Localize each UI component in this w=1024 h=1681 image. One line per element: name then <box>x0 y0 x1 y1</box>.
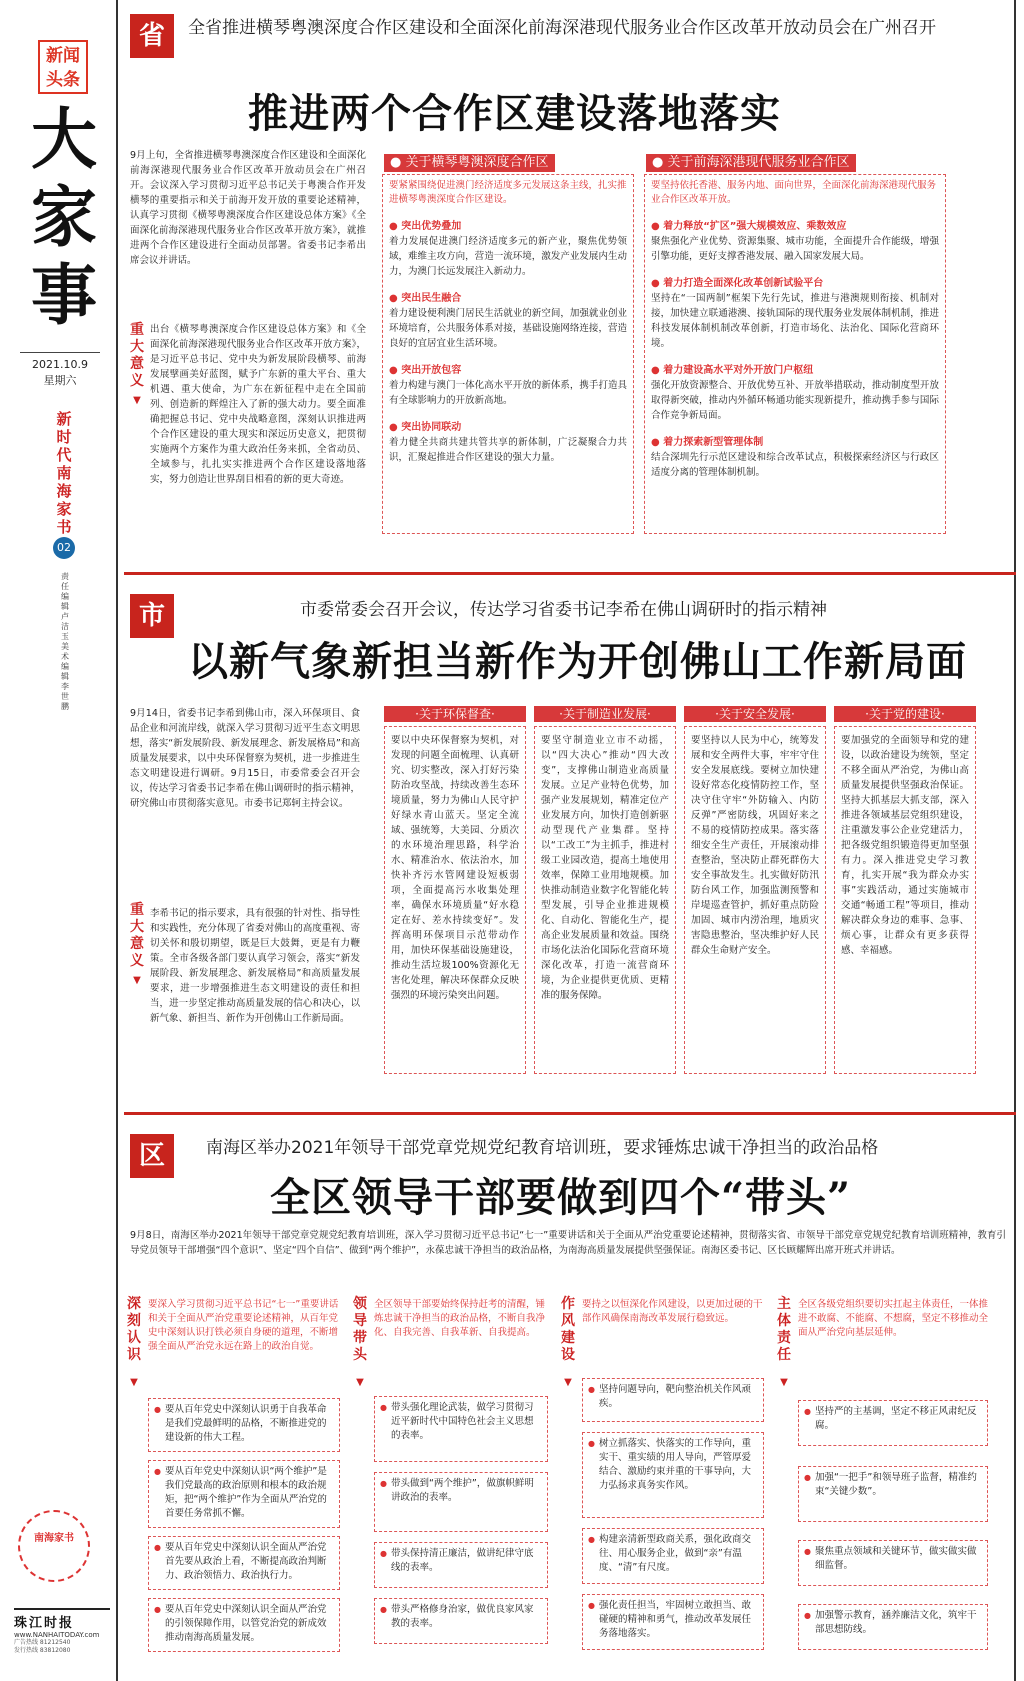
down-arrow-icon: ▼ <box>780 1377 788 1388</box>
news-headline-logo <box>38 40 88 94</box>
section-subtitle: 市委常委会召开会议，传达学习省委书记李希在佛山调研时的指示精神 <box>300 600 827 620</box>
item-title: ● 着力建设高水平对外开放门户枢纽 <box>651 365 814 376</box>
col-party: 要加强党的全面领导和党的建设，以政治建设为统领，坚定不移全面从严治党，为佛山高质量发展提供坚强政治保证。坚持大抓基层大抓支部，深入推进各领域基层党组织建设，注重激发事公企业党建活力，把各级党组织锻造得更加坚强有力。深入推进党史学习教育，扎实开展“我为群众办实事”实践活动，通过实施城市交通“畅通工程”等项目，推动解决群众身边的难事、急事、烦心事，让群众有更多获得感、幸福感。 <box>834 726 976 1074</box>
box-heading-qianhai: ● 关于前海深港现代服务业合作区 <box>646 154 856 172</box>
section-province <box>124 0 1016 575</box>
box-intro: 要坚持依托香港、服务内地、面向世界，全面深化前海深港现代服务业合作区改革开放。 <box>651 180 937 205</box>
section-divider <box>124 572 1016 575</box>
quad-intro: 要深入学习贯彻习近平总书记“七一”重要讲话和关于全面从严治党重要论述精神，从百年党史中深刻认识打铁必须自身硬的道理，不断增强全面从严治党永远在路上的政治自觉。 <box>148 1299 339 1352</box>
item-title: ● 突出民生融合 <box>389 293 462 304</box>
box-hengqin <box>382 174 634 534</box>
body-paragraph: 李希书记的指示要求，具有很强的针对性、指导性和实践性，充分体现了省委对佛山的高度重视、寄切关怀和殷切期望，既是巨大鼓舞，更是有力鞭策。全市各级各部门要认真学习领会，落实“新发展阶段、新发展理念、新发展格局”和高质量发展要求，进一步增强推进生态文明建设的责任和担当，进一步坚定推动高质量发展的信心和决心，以新气象、新担当、新作为开创佛山工作新局面。 <box>150 908 360 1024</box>
quad-item: ● 强化责任担当，牢固树立敢担当、敢碰硬的精神和勇气，推动改革发展任务落地落实。 <box>582 1594 764 1650</box>
quad-intro: 要持之以恒深化作风建设，以更加过硬的干部作风确保南海改革发展行稳致远。 <box>582 1299 763 1324</box>
down-arrow-icon: ▼ <box>133 395 141 406</box>
quad-item: ● 加强“一把手”和领导班子监督，精准约束“关键少数”。 <box>798 1466 988 1522</box>
column-subtitle: 新时代南海家书 <box>56 410 72 536</box>
quad-item: ● 要从百年党史中深刻认识“两个维护”是我们党最高的政治原则和根本的政治规矩，把“两个维护”作为全面从严治党的首要任务常抓不懈。 <box>148 1460 340 1528</box>
quad-item: ● 带头做到“两个维护”，做旗帜鲜明讲政治的表率。 <box>374 1472 548 1532</box>
quad-label: 深刻认识 <box>127 1296 141 1363</box>
col-manufacturing: 要坚守制造业立市不动摇，以“四大决心”推动“四大改变”，支撑佛山制造业高质量发展。立足产业特色优势，加强产业发展规划，精准定位产业发展方向，加快打造创新驱动型现代产业集群。坚持以“工改工”为主抓手，推进村级工业园改造，提高土地使用效率，保障工业用地规模。加快推动制造业数字化智能化转型发展，引导企业推进规模化、自动化、智能化生产，提高企业发展质量和效益。围绕市场化法治化国际化营商环境深化改革，打造一流营商环境，为企业提供更优质、更精准的服务保障。 <box>534 726 676 1074</box>
down-arrow-icon: ▼ <box>356 1377 364 1388</box>
section-city <box>124 580 1016 1110</box>
section-tag-district: 区 <box>130 1134 174 1178</box>
item-text: 强化开放资源整合、开放优势互补、开放举措联动，推动制度型开放取得新突破，推动内外循环畅通功能实现新提升，推动携手参与国际合作竞争新局面。 <box>651 380 939 421</box>
quad-item: ● 要从百年党史中深刻认识勇于自我革命是我们党最鲜明的品格，不断推进党的建设新的伟大工程。 <box>148 1398 340 1452</box>
quad-item: ● 树立抓落实、快落实的工作导向，重实干、重实绩的用人导向，严管厚爱结合、激励约束并重的干事导向，大力弘扬求真务实作风。 <box>582 1432 764 1518</box>
logo-bottom-text: 头条 <box>46 70 80 90</box>
item-title: ● 着力打造全面深化改革创新试验平台 <box>651 278 824 289</box>
paper-name: 珠江时报 <box>14 1616 75 1631</box>
item-title: ● 突出开放包容 <box>389 365 462 376</box>
quad-item: ● 坚持问题导向，靶向整治机关作风顽疾。 <box>582 1378 764 1422</box>
section-tag-province: 省 <box>130 14 174 58</box>
distribution-hotline: 发行热线 83812080 <box>14 1647 71 1654</box>
down-arrow-icon: ▼ <box>133 975 141 986</box>
section-headline: 推进两个合作区建设落地落实 <box>248 90 781 137</box>
quad-item: ● 要从百年党史中深刻认识全面从严治党首先要从政治上看，不断提高政治判断力、政治领悟力、政治执行力。 <box>148 1536 340 1590</box>
lead-paragraph: 9月8日，南海区举办2021年领导干部党章党规党纪教育培训班，深入学习贯彻习近平总书记“七一”重要讲话和关于全面从严治党重要论述精神，贯彻落实省、市领导干部党章党规党纪教育培训班精神，教育引导党员领导干部增强“四个意识”、坚定“四个自信”、做到“两个维护”，永葆忠诚干净担当的政治品格，为南海高质量发展提供坚强保证。南海区委书记、区长顾耀辉出席开班式并讲话。 <box>130 1230 1006 1256</box>
column-title: 大家事 <box>31 100 97 334</box>
item-text: 着力发展促进澳门经济适度多元的新产业，聚焦优势领域，难维主攻方向，营造一流环境，激发产业发展内生动力，为澳门长远发展注入新动力。 <box>389 236 627 277</box>
section-headline: 全区领导干部要做到四个“带头” <box>270 1174 852 1221</box>
staff-credits: 责任编辑 卢洁玉 美术编辑 李世鹏 <box>61 572 69 711</box>
box-heading-text: 关于前海深港现代服务业合作区 <box>667 155 850 170</box>
down-arrow-icon: ▼ <box>130 1377 138 1388</box>
section-divider <box>124 1112 1016 1115</box>
item-text: 坚持在“一国两制”框架下先行先试，推进与港澳规则衔接、机制对接，加快建立联通港澳、接轨国际的现代服务业发展体制机制，推进科技发展体制机制改革创新，打造市场化、法治化、国际化营商环境。 <box>651 293 939 349</box>
section-tag-city: 市 <box>130 594 174 638</box>
col-heading-party: ·关于党的建设· <box>834 706 976 722</box>
body-paragraph: 出台《横琴粤澳深度合作区建设总体方案》和《全面深化前海深港现代服务业合作区改革开放方案》，是习近平总书记、党中央为新发展阶段横琴、前海发展擘画美好蓝图，赋予广东新的重大平台、重大机遇、重大使命，为广东在新征程中走在全国前列、创造新的辉煌注入了新的强大动力。要全面准确把握总书记、党中央战略意图，深刻认识推进两个合作区建设的重大现实和深远历史意义，把贯彻实施两个方案作为重大政治任务来抓，全省动员、全域参与，扎扎实实推进两个合作区建设落地落实，努力创造让世界刮目相看的新的更大奇迹。 <box>150 324 366 485</box>
paper-footer <box>14 1608 110 1655</box>
box-heading-text: 关于横琴粤澳深度合作区 <box>405 155 549 170</box>
item-title: ● 突出协同联动 <box>389 422 462 433</box>
item-text: 着力构建与澳门一体化高水平开放的新体系，携手打造具有全球影响力的开放新高地。 <box>389 380 627 406</box>
section-subtitle: 全省推进横琴粤澳深度合作区建设和全面深化前海深港现代服务业合作区改革开放动员会在广州召开 <box>188 18 936 38</box>
page-number-badge: 02 <box>53 537 75 559</box>
down-arrow-icon: ▼ <box>564 1377 572 1388</box>
paper-site: www.NANHAITODAY.com <box>14 1631 100 1639</box>
quad-intro: 全区各级党组织要切实扛起主体责任，一体推进不敢腐、不能腐、不想腐，坚定不移推动全面从严治党向基层延伸。 <box>798 1299 989 1338</box>
section-district <box>124 1120 1016 1680</box>
side-label-significance: 重大意义 <box>130 322 144 389</box>
item-title: ● 着力释放“扩区”强大规模效应、乘数效应 <box>651 221 847 232</box>
box-qianhai <box>644 174 946 534</box>
col-safety: 要坚持以人民为中心，统筹发展和安全两件大事，牢牢守住安全发展底线。要树立加快建设好常态化疫情防控工作，坚决守住守牢“外防输入、内防反弹”严密防线，巩固好来之不易的疫情防控成果。落实落细安全生产责任，开展滚动排查整治，坚决防止群死群伤大安全事故发生。扎实做好防汛防台风工作，加强监测预警和岸堤巡查管护，抓好重点防险加固、城市内涝治理，地质灾害隐患整治，坚决维护好人民群众生命财产安全。 <box>684 726 826 1074</box>
lead-paragraph: 9月上旬，全省推进横琴粤澳深度合作区建设和全面深化前海深港现代服务业合作区改革开放动员会在广州召开。会议深入学习贯彻习近平总书记关于粤澳合作开发横琴的重要指示和关于前海开发开放的重要论述精神，认真学习贯彻《横琴粤澳深度合作区建设总体方案》《全面深化前海深港现代服务业合作区改革开放方案》，就推进两个合作区建设进行全面动员部署。省委书记李希出席会议并讲话。 <box>130 150 366 266</box>
section-subtitle: 南海区举办2021年领导干部党章党规党纪教育培训班，要求锤炼忠诚干净担当的政治品格 <box>206 1138 879 1158</box>
item-text: 着力建设便利澳门居民生活就业的新空间，加强就业创业环境培育，公共服务体系对接，基础设施网络连接，营造良好的宜居宜业生活环境。 <box>389 308 627 349</box>
side-label-significance: 重大意义 <box>130 902 144 969</box>
quad-label: 主体责任 <box>777 1296 791 1363</box>
col-environment: 要以中央环保督察为契机，对发现的问题全面梳理、认真研究、切实整改，深入打好污染防治攻坚战，持续改善生态环境质量，努力为佛山人民守护好绿水青山蓝天。坚定全流域、强统筹，大美园、分质次的水环境治理思路，科学治水、精准治水、依法治水，加快补齐污水管网建设短板弱项，全面提高污水收集处理率，确保水环境质量“好水稳定在好、差水持续变好”。发挥高明环保项目示范带动作用，加快环保基础设施建设，推动生活垃圾100%资源化无害化处理，解决环保群众反映强烈的环境污染突出问题。 <box>384 726 526 1074</box>
lead-paragraph: 9月14日，省委书记李希到佛山市，深入环保项目、食品企业和河流岸线，就深入学习贯彻习近平生态文明思想，落实“新发展阶段、新发展理念、新发展格局”和高质量发展要求，以中央环保督察为契机，进一步推进生态文明建设进行调研。9月15日，市委常委会召开会议，传达学习省委书记李希在佛山调研时的指示精神，研究佛山市贯彻落实意见。市委书记郑轲主持会议。 <box>130 708 360 809</box>
quad-label: 领导带头 <box>353 1296 367 1363</box>
quad-item: ● 要从百年党史中深刻认识全面从严治党的引领保障作用，以管党治党的新成效推动南海高质量发展。 <box>148 1598 340 1652</box>
item-text: 聚焦强化产业优势、资源集聚、城市功能，全面提升合作能级，增强引擎功能，更好支撑香港发展、融入国家发展大局。 <box>651 236 939 262</box>
col-heading-safety: ·关于安全发展· <box>684 706 826 722</box>
item-title: ● 着力探索新型管理体制 <box>651 437 764 448</box>
quad-item: ● 带头严格修身治家，做优良家风家教的表率。 <box>374 1598 548 1644</box>
item-title: ● 突出优势叠加 <box>389 221 462 232</box>
item-text: 着力健全共商共建共管共享的新体制，广泛凝聚合力共识，汇聚起推进合作区建设的强大力量。 <box>389 437 627 463</box>
quad-item: ● 带头强化理论武装，做学习贯彻习近平新时代中国特色社会主义思想的表率。 <box>374 1396 548 1462</box>
logo-top-text: 新闻 <box>46 46 80 66</box>
weekday-text: 星期六 <box>43 374 77 387</box>
item-text: 结合深圳先行示范区建设和综合改革试点，积极探索经济区与行政区适度分离的管理体制机制。 <box>651 452 939 478</box>
section-headline: 以新气象新担当新作为开创佛山工作新局面 <box>188 638 967 685</box>
box-intro: 要紧紧围绕促进澳门经济适度多元发展这条主线，扎实推进横琴粤澳深度合作区建设。 <box>389 180 627 205</box>
col-heading-manufacturing: ·关于制造业发展· <box>534 706 676 722</box>
date-text: 2021.10.9 <box>32 358 88 371</box>
ad-hotline: 广告热线 81212540 <box>14 1639 71 1646</box>
quad-item: ● 带头保持清正廉洁，做讲纪律守底线的表率。 <box>374 1542 548 1588</box>
quad-item: ● 聚焦重点领域和关键环节，做实做实做细监督。 <box>798 1540 988 1586</box>
quad-intro: 全区领导干部要始终保持赶考的清醒，锤炼忠诚干净担当的政治品格，不断自我净化、自我完善、自我革新、自我提高。 <box>374 1299 546 1338</box>
stamp-logo: 南海家书 <box>18 1510 90 1582</box>
quad-item: ● 加强警示教育，涵养廉洁文化，筑牢干部思想防线。 <box>798 1604 988 1650</box>
quad-item: ● 构建亲清新型政商关系，强化政商交往、用心服务企业，做到“亲”有温度、“清”有尺度。 <box>582 1528 764 1584</box>
col-heading-environment: ·关于环保督查· <box>384 706 526 722</box>
quad-item: ● 坚持严的主基调，坚定不移正风肃纪反腐。 <box>798 1400 988 1446</box>
masthead-strip <box>0 0 118 1681</box>
box-heading-hengqin: ● 关于横琴粤澳深度合作区 <box>384 154 555 172</box>
issue-date <box>20 352 100 389</box>
main-content <box>124 0 1016 1681</box>
quad-label: 作风建设 <box>561 1296 575 1363</box>
